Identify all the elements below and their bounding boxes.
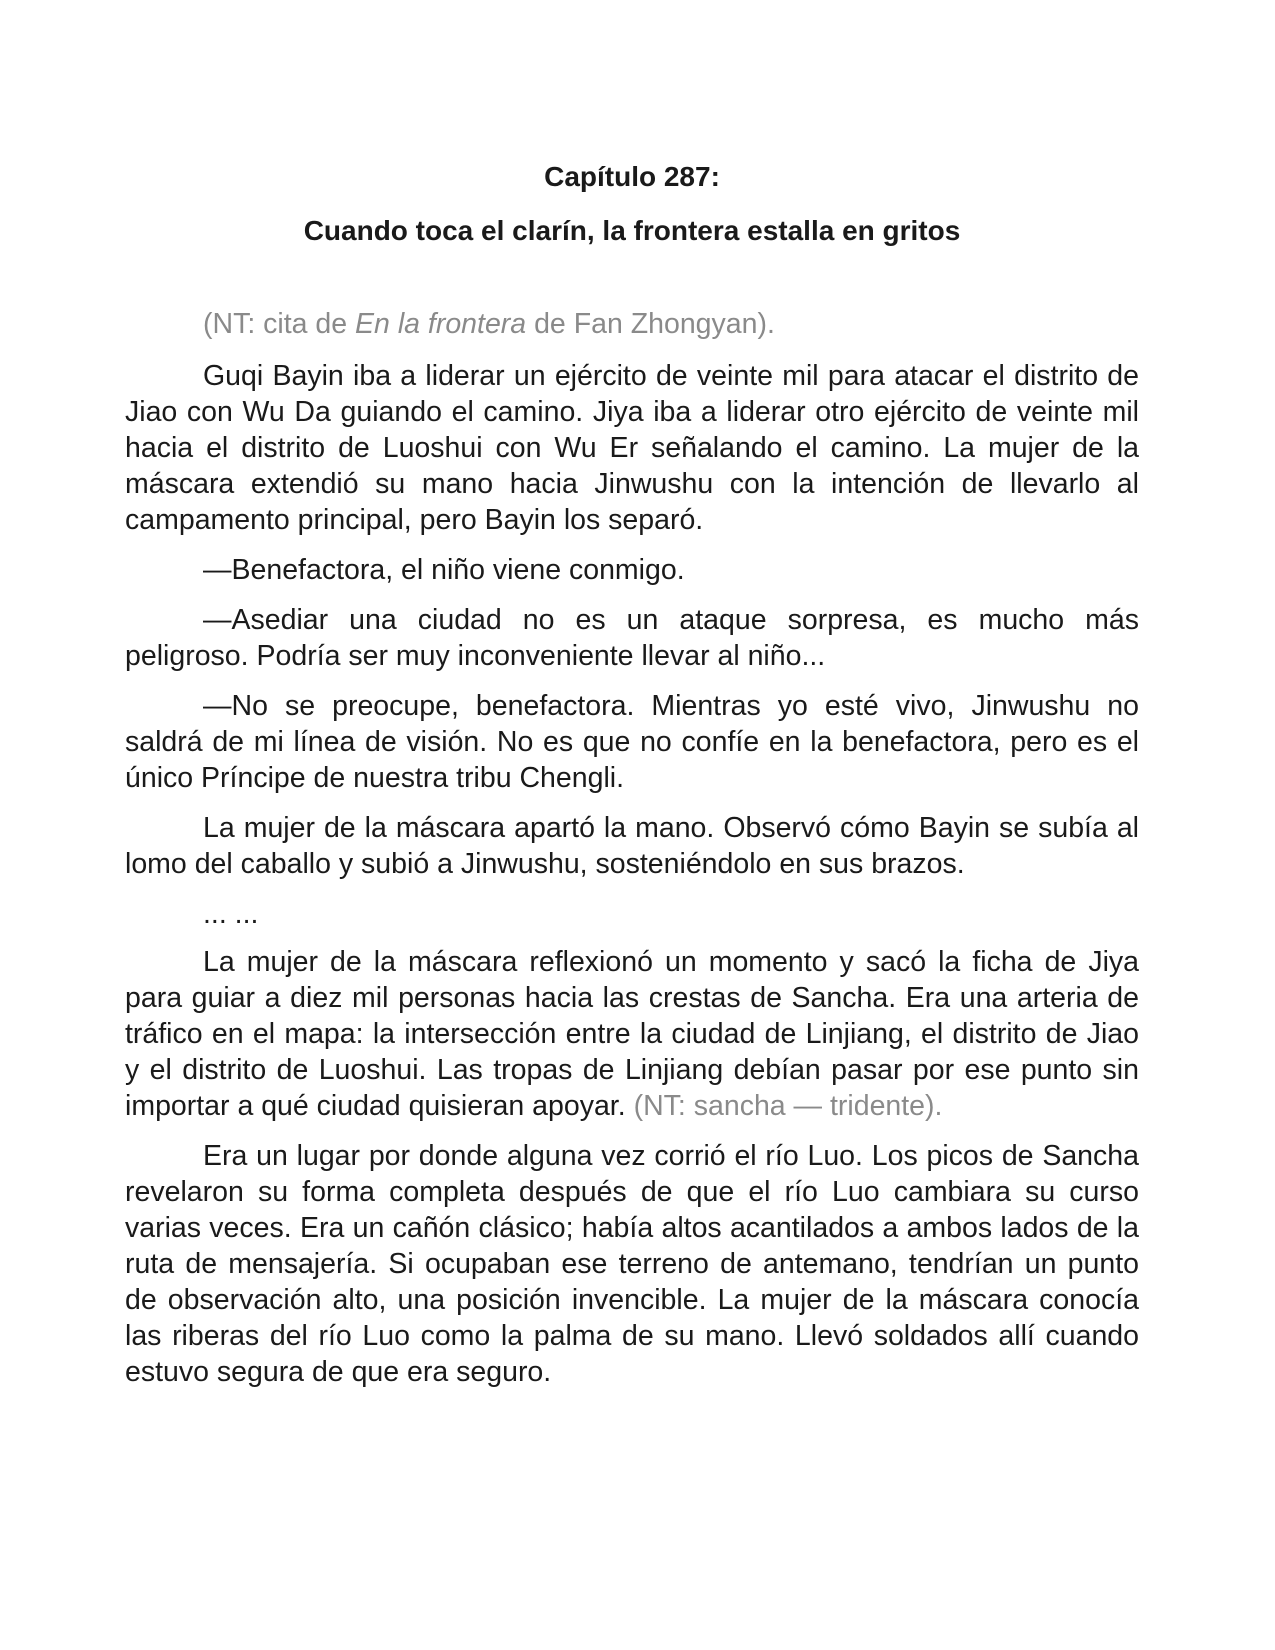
chapter-title: Cuando toca el clarín, la frontera estalla en gritos [303,215,961,246]
paragraph-7-text: La mujer de la máscara reflexionó un momento y sacó la ficha de Jiya para guiar a diez mil personas hacia las crestas de Sancha. Era una arteria de tráfico en el mapa: la intersección entre la ciudad de Linjiang, el distrito de Jiao y el distrito de Luoshui. Las tropas de Linjiang debían pasar por ese punto sin importar a qué ciudad quisieran apoyar. [125,946,1139,1122]
translator-note-intro [125,306,1139,342]
paragraph-7 [125,944,1139,1124]
paragraph-4-dialogue: —No se preocupe, benefactora. Mientras yo esté vivo, Jinwushu no saldrá de mi línea de visión. No es que no confíe en la benefactora, pero es el único Príncipe de nuestra tribu Chengli. [125,690,1139,794]
note-suffix: de Fan Zhongyan). [526,308,775,340]
chapter-body [125,306,1139,1390]
note-cited-work: En la frontera [355,308,527,340]
paragraph-3-dialogue: —Asediar una ciudad no es un ataque sorpresa, es mucho más peligroso. Podría ser muy inconveniente llevar al niño... [125,604,1139,672]
note-prefix: (NT: cita de [203,308,356,340]
translator-note-sancha: (NT: sancha — tridente). [633,1090,943,1122]
paragraph-1: Guqi Bayin iba a liderar un ejército de veinte mil para atacar el distrito de Jiao con Wu Da guiando el camino. Jiya iba a liderar otro ejército de veinte mil hacia el distrito de Luoshui con Wu Er señalando el camino. La mujer de la máscara extendió su mano hacia Jinwushu con la intención de llevarlo al campamento principal, pero Bayin los separó. [125,360,1139,536]
chapter-number: Capítulo 287: [544,161,720,192]
paragraph-8: Era un lugar por donde alguna vez corrió el río Luo. Los picos de Sancha revelaron su forma completa después de que el río Luo cambiara su curso varias veces. Era un cañón clásico; había altos acantilados a ambos lados de la ruta de mensajería. Si ocupaban ese terreno de antemano, tendrían un punto de observación alto, una posición invencible. La mujer de la máscara conocía las riberas del río Luo como la palma de su mano. Llevó soldados allí cuando estuvo segura de que era seguro. [125,1140,1139,1388]
paragraph-2-dialogue: —Benefactora, el niño viene conmigo. [203,554,685,586]
scene-break: ... ... [203,898,259,930]
paragraph-5: La mujer de la máscara apartó la mano. Observó cómo Bayin se subía al lomo del caballo y subió a Jinwushu, sosteniéndolo en sus brazos. [125,812,1139,880]
